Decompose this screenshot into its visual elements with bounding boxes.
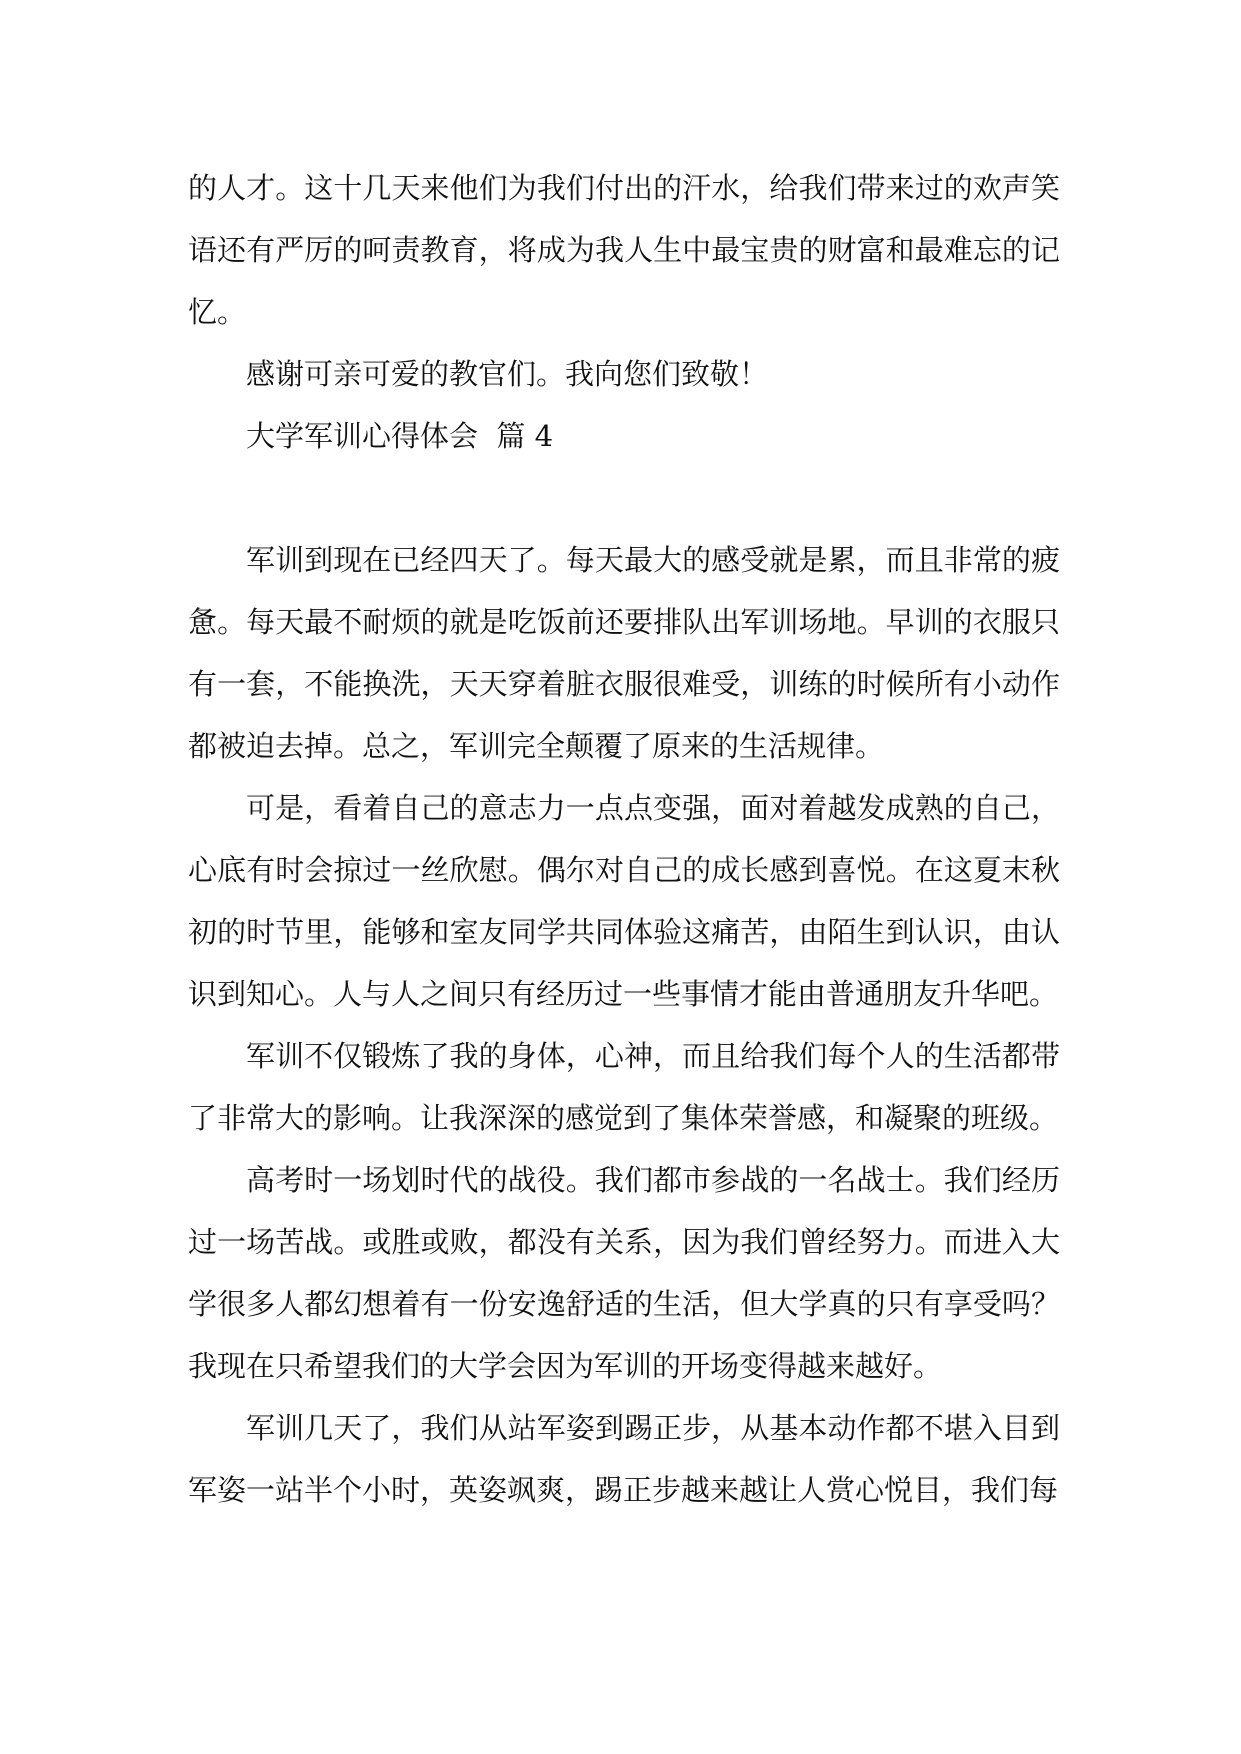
paragraph-text: 可是，看着自己的意志力一点点变强，面对着越发成熟的自己，心底有时会掠过一丝欣慰。偶尔对自己的成长感到喜悦。在这夏末秋初的时节里，能够和室友同学共同体验这痛苦，由陌生到认识，由认识到知心。人与人之间只有经历过一些事情才能由普通朋友升华吧。 xyxy=(188,791,1060,1011)
paragraph xyxy=(188,529,1060,777)
paragraph xyxy=(188,1025,1060,1149)
paragraph-thanks xyxy=(188,343,1060,405)
paragraph-text: 的人才。这十几天来他们为我们付出的汗水，给我们带来过的欢声笑语还有严厉的呵责教育，将成为我人生中最宝贵的财富和最难忘的记忆。 xyxy=(188,171,1060,329)
section-heading-text: 大学军训心得体会 篇 4 xyxy=(246,419,554,453)
section-heading xyxy=(188,405,1060,467)
paragraph xyxy=(188,1397,1060,1521)
paragraph-text: 军训几天了，我们从站军姿到踢正步，从基本动作都不堪入目到军姿一站半个小时，英姿飒爽，踢正步越来越让人赏心悦目，我们每 xyxy=(188,1411,1060,1507)
paragraph-text: 军训不仅锻炼了我的身体，心神，而且给我们每个人的生活都带了非常大的影响。让我深深的感觉到了集体荣誉感，和凝聚的班级。 xyxy=(188,1039,1060,1135)
paragraph-text: 高考时一场划时代的战役。我们都市参战的一名战士。我们经历过一场苦战。或胜或败，都没有关系，因为我们曾经努力。而进入大学很多人都幻想着有一份安逸舒适的生活，但大学真的只有享受吗？我现在只希望我们的大学会因为军训的开场变得越来越好。 xyxy=(188,1163,1060,1383)
paragraph xyxy=(188,777,1060,1025)
paragraph xyxy=(188,1149,1060,1397)
paragraph-text: 军训到现在已经四天了。每天最大的感受就是累，而且非常的疲惫。每天最不耐烦的就是吃饭前还要排队出军训场地。早训的衣服只有一套，不能换洗，天天穿着脏衣服很难受，训练的时候所有小动作都被迫去掉。总之，军训完全颠覆了原来的生活规律。 xyxy=(188,543,1060,763)
document-body xyxy=(188,157,1060,1521)
paragraph-text: 感谢可亲可爱的教官们。我向您们致敬！ xyxy=(246,357,769,391)
paragraph-continued xyxy=(188,157,1060,343)
blank-line xyxy=(188,467,1060,529)
